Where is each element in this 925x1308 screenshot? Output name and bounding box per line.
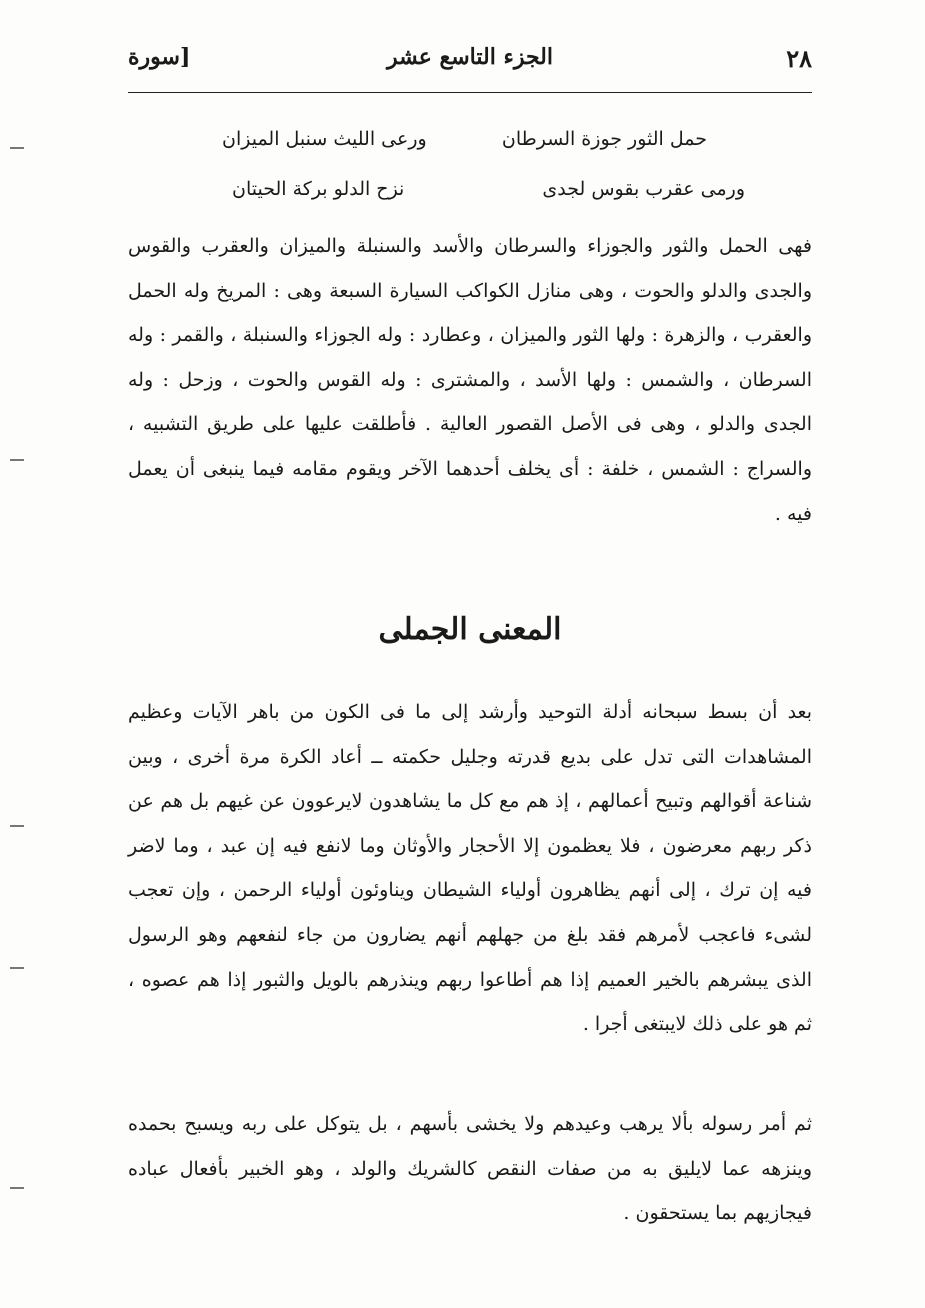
margin-mark bbox=[6, 1180, 28, 1198]
part-title: الجزء التاسع عشر bbox=[386, 44, 553, 70]
section-heading: المعنى الجملى bbox=[378, 612, 562, 647]
header-rule bbox=[128, 92, 812, 93]
page-number: ٢٨ bbox=[786, 44, 812, 73]
poem-line1-left: ورعى الليث سنبل الميزان bbox=[222, 128, 427, 150]
paragraph-1: فهى الحمل والثور والجوزاء والسرطان والأسد والسنبلة والميزان والعقرب والقوس والجدى والدلو والحوت ، وهى منازل الكواكب السيارة السبعة وهى : المريخ وله الحمل والعقرب ، والزهرة : ولها الثور والميزان ، وعطارد : وله الجوزاء والسنبلة ، والقمر : وله السرطان ، والشمس : ولها الأسد ، والمشترى : وله القوس والحوت ، وزحل : وله الجدى والدلو ، وهى فى الأصل القصور العالية . فأطلقت عليها على طريق التشبيه ، والسراج : الشمس ، خلفة : أى يخلف أحدهما الآخر ويقوم مقامه فيما ينبغى أن يعمل فيه . bbox=[128, 235, 812, 525]
paragraph-2: بعد أن بسط سبحانه أدلة التوحيد وأرشد إلى ما فى الكون من باهر الآيات وعظيم المشاهدات التى تدل على بديع قدرته وجليل حكمته ــ أعاد الكرة مرة أخرى ، وبين شناعة أقوالهم وتبيح أعمالهم ، إذ هم مع كل ما يشاهدون لايرعوون عن غيهم بل هم عن ذكر ربهم معرضون ، فلا يعظمون إلا الأحجار والأوثان وما لانفع فيه إن عبد ، وما لاضر فيه إن ترك ، إلى أنهم يظاهرون أولياء الشيطان ويناوئون أولياء الرحمن ، وإن تعجب لشىء فاعجب لأمرهم فقد بلغ من جهلهم أنهم يضارون من جاء لنفعهم وهو الرسول الذى يبشرهم بالخير العميم إذا هم أطاعوا ربهم وينذرهم بالويل والثبور إذا هم عصوه ، ثم هو على ذلك لايبتغى أجرا . bbox=[128, 701, 812, 1036]
margin-mark bbox=[6, 140, 28, 158]
margin-mark bbox=[6, 452, 28, 470]
paragraph-3: ثم أمر رسوله بألا يرهب وعيدهم ولا يخشى بأسهم ، بل يتوكل على ربه ويسبح بحمده وينزهه عما لايليق به من صفات النقص كالشريك والولد ، وهو الخبير بأفعال عباده فيجازيهم بما يستحقون . bbox=[128, 1113, 812, 1225]
poem-line2-left: نزح الدلو بركة الحيتان bbox=[232, 178, 405, 200]
margin-mark bbox=[6, 818, 28, 836]
margin-mark bbox=[6, 960, 28, 978]
poem-line2-right: ورمى عقرب بقوس لجدى bbox=[542, 178, 745, 200]
page-header bbox=[128, 38, 812, 90]
poem-line1-right: حمل الثور جوزة السرطان bbox=[501, 128, 707, 150]
surah-label: [سورة bbox=[128, 44, 191, 70]
